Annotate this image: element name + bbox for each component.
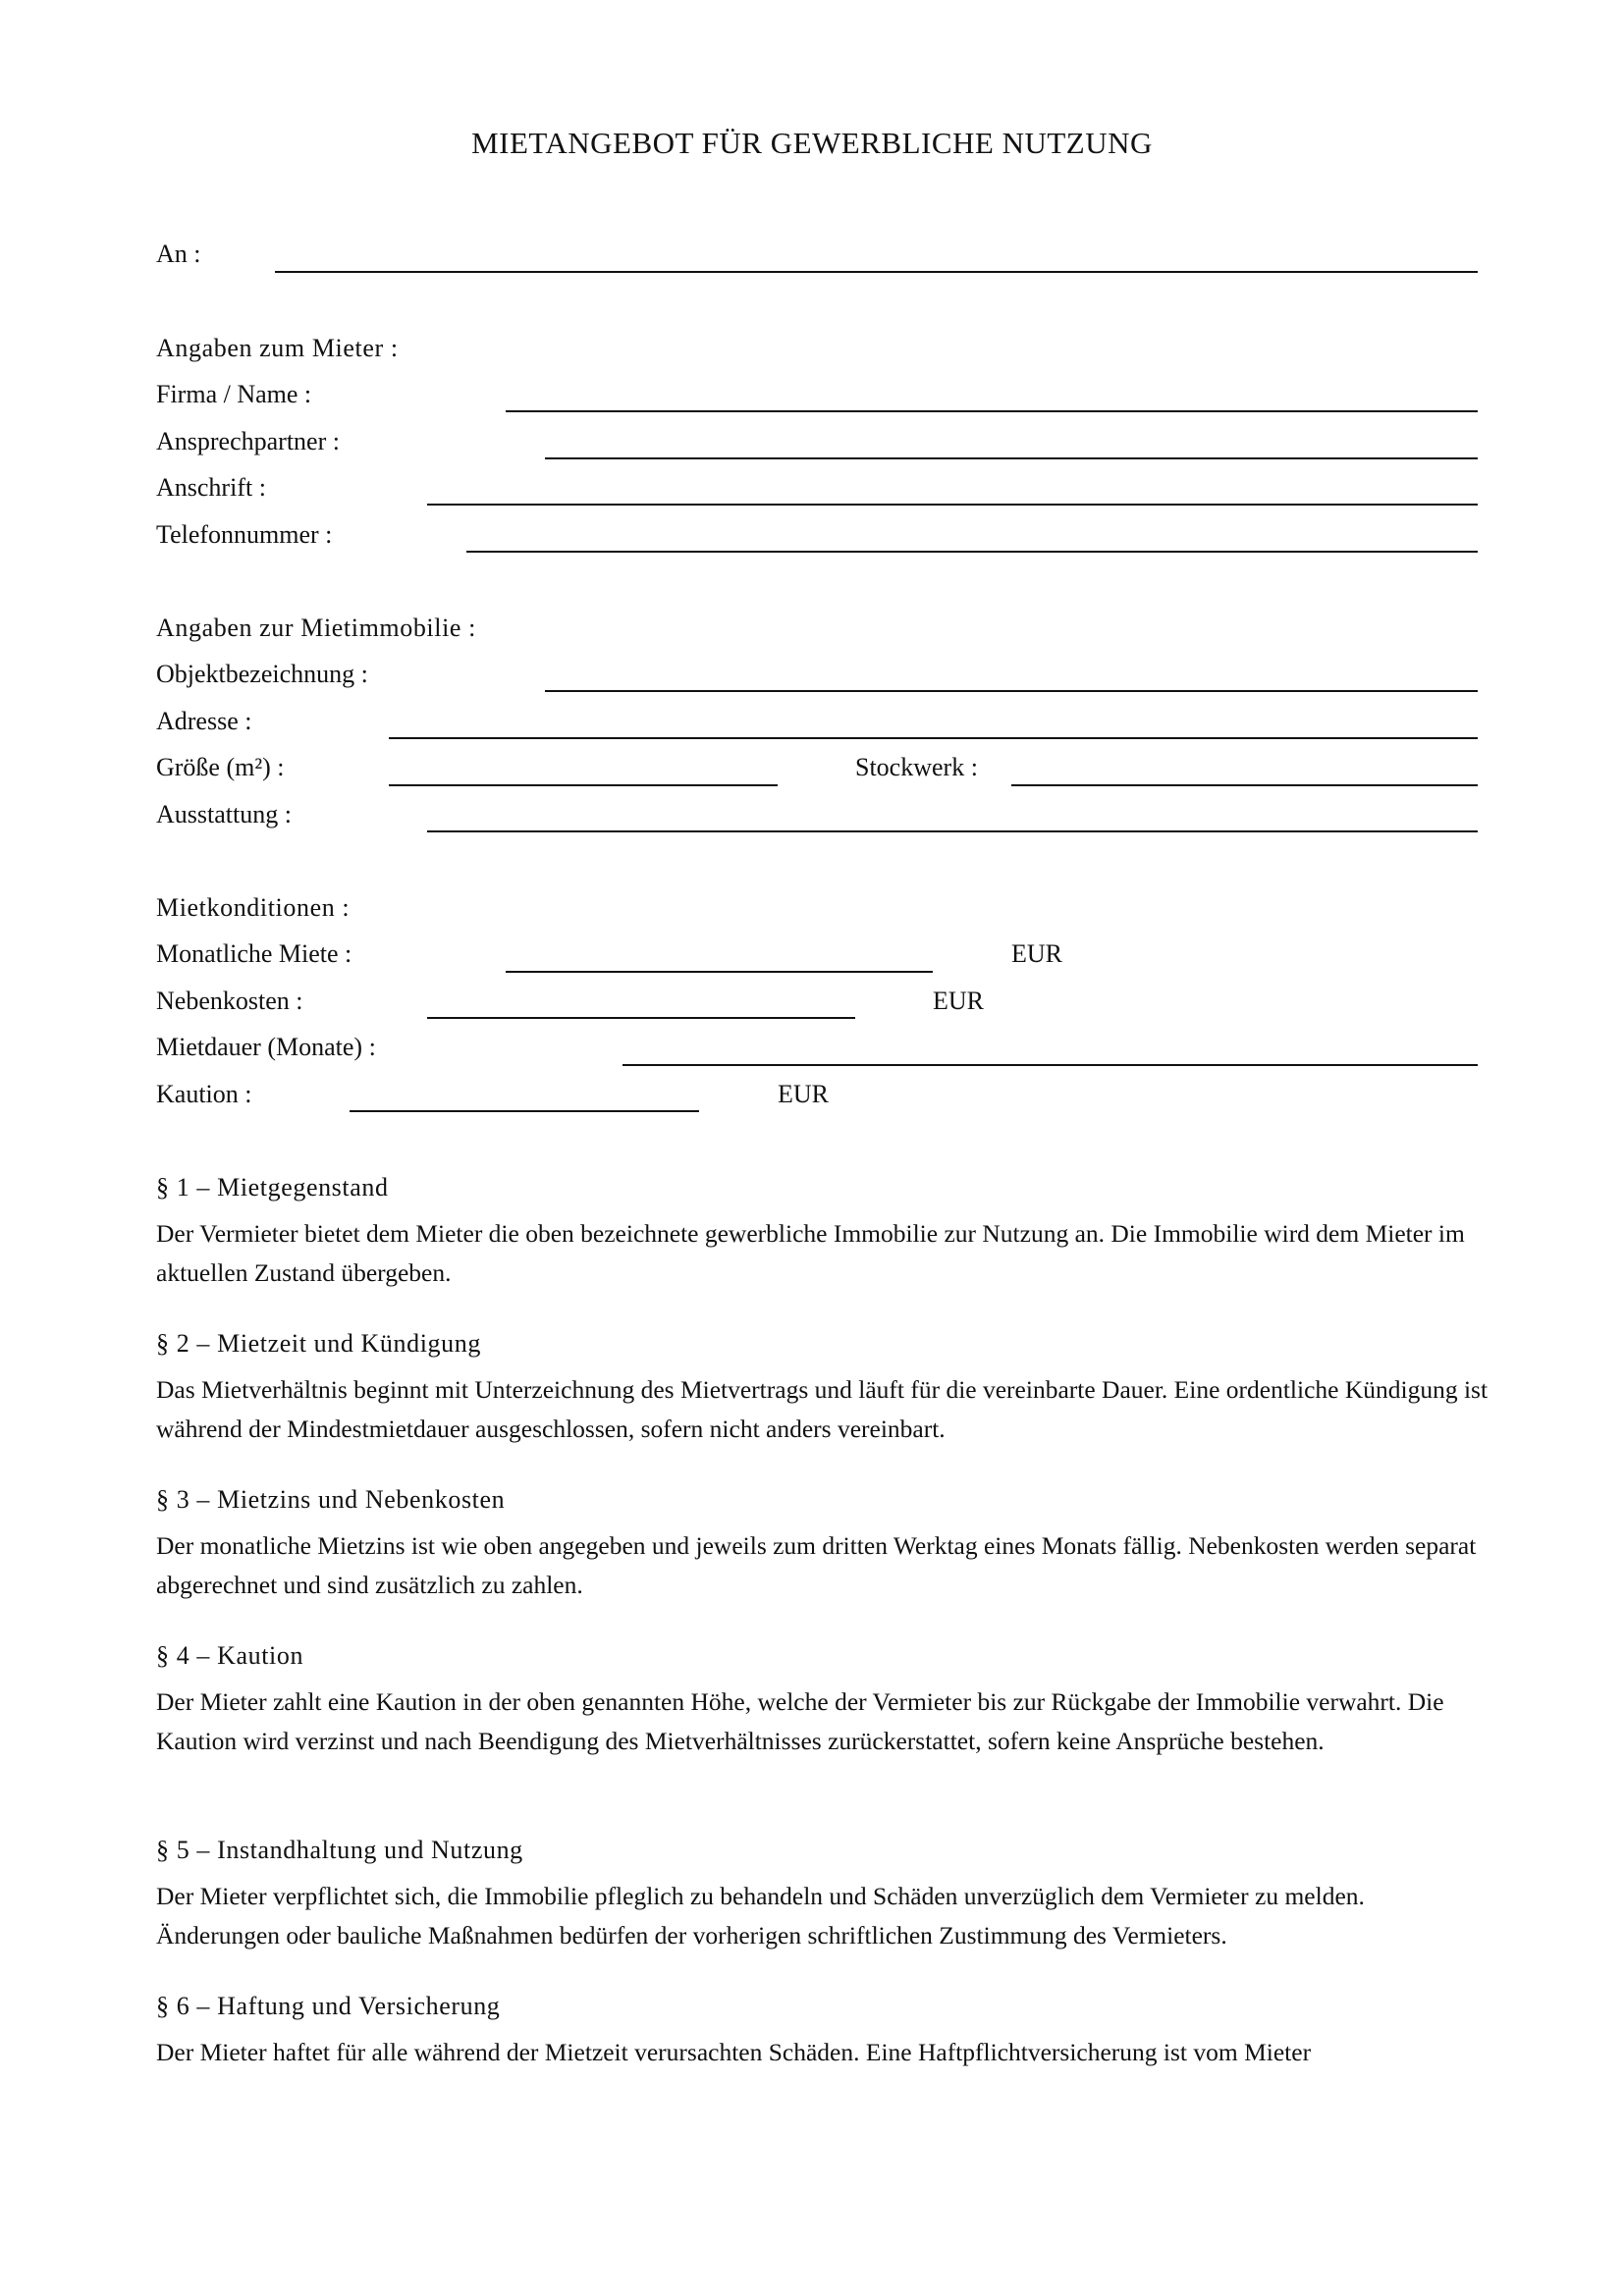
- section-heading: § 5 – Instandhaltung und Nutzung: [156, 1836, 523, 1864]
- equipment-field[interactable]: [427, 830, 1478, 832]
- deposit-unit: EUR: [778, 1080, 829, 1108]
- document-title: MIETANGEBOT FÜR GEWERBLICHE NUTZUNG: [471, 126, 1153, 160]
- company-field[interactable]: [506, 410, 1478, 412]
- deposit-label: Kaution :: [156, 1080, 252, 1108]
- section-text: Der Mieter zahlt eine Kaution in der oben genannten Höhe, welche der Vermieter bis zur Rückgabe der Immobilie verwahrt. Die Kaution wird verzinst und nach Beendigung des Mietverhältnisses zurückerstattet, sofern keine Ansprüche bestehen.: [156, 1687, 1444, 1755]
- tenant-address-field[interactable]: [427, 504, 1478, 506]
- tenant-address-label: Anschrift :: [156, 473, 266, 502]
- costs-unit: EUR: [933, 987, 984, 1015]
- phone-label: Telefonnummer :: [156, 520, 333, 549]
- contact-label: Ansprechpartner :: [156, 427, 340, 455]
- costs-label: Nebenkosten :: [156, 987, 303, 1015]
- rent-label: Monatliche Miete :: [156, 939, 352, 968]
- recipient-field[interactable]: [275, 271, 1478, 273]
- phone-field[interactable]: [466, 551, 1478, 553]
- property-heading: Angaben zur Mietimmobilie :: [156, 614, 476, 642]
- duration-label: Mietdauer (Monate) :: [156, 1033, 376, 1061]
- property-address-label: Adresse :: [156, 707, 252, 735]
- costs-field[interactable]: [427, 1017, 855, 1019]
- contact-field[interactable]: [545, 457, 1478, 459]
- section-heading: § 6 – Haftung und Versicherung: [156, 1992, 501, 2020]
- recipient-label: An :: [156, 240, 201, 268]
- section-text: Der monatliche Mietzins ist wie oben angegeben und jeweils zum dritten Werktag eines Monats fällig. Nebenkosten werden separat abgerechnet und sind zusätzlich zu zahlen.: [156, 1531, 1477, 1599]
- company-label: Firma / Name :: [156, 380, 312, 408]
- floor-field[interactable]: [1011, 784, 1478, 786]
- floor-label: Stockwerk :: [855, 753, 978, 781]
- duration-field[interactable]: [623, 1064, 1478, 1066]
- tenant-heading: Angaben zum Mieter :: [156, 334, 399, 362]
- designation-field[interactable]: [545, 690, 1478, 692]
- section-heading: § 4 – Kaution: [156, 1641, 304, 1670]
- section-text: Der Mieter haftet für alle während der Mietzeit verursachten Schäden. Eine Haftpflichtversicherung ist vom Mieter: [156, 2038, 1312, 2066]
- section-heading: § 2 – Mietzeit und Kündigung: [156, 1329, 481, 1358]
- section-heading: § 1 – Mietgegenstand: [156, 1173, 389, 1201]
- designation-label: Objektbezeichnung :: [156, 660, 368, 688]
- deposit-field[interactable]: [350, 1110, 699, 1112]
- section-text: Der Vermieter bietet dem Mieter die oben bezeichnete gewerbliche Immobilie zur Nutzung an. Die Immobilie wird dem Mieter im aktuellen Zustand übergeben.: [156, 1219, 1465, 1287]
- section-text: Der Mieter verpflichtet sich, die Immobilie pfleglich zu behandeln und Schäden unverzüglich dem Vermieter zu melden. Änderungen oder bauliche Maßnahmen bedürfen der vorherigen schriftlichen Zustimmung des Vermieters.: [156, 1882, 1365, 1949]
- size-label: Größe (m²) :: [156, 753, 285, 781]
- section-text: Das Mietverhältnis beginnt mit Unterzeichnung des Mietvertrags und läuft für die vereinbarte Dauer. Eine ordentliche Kündigung ist während der Mindestmietdauer ausgeschlossen, sofern nicht anders vereinbart.: [156, 1375, 1489, 1443]
- rent-unit: EUR: [1011, 939, 1062, 968]
- equipment-label: Ausstattung :: [156, 800, 292, 828]
- property-address-field[interactable]: [389, 737, 1478, 739]
- section-heading: § 3 – Mietzins und Nebenkosten: [156, 1485, 506, 1514]
- rent-field[interactable]: [506, 971, 933, 973]
- size-field[interactable]: [389, 784, 778, 786]
- conditions-heading: Mietkonditionen :: [156, 893, 351, 922]
